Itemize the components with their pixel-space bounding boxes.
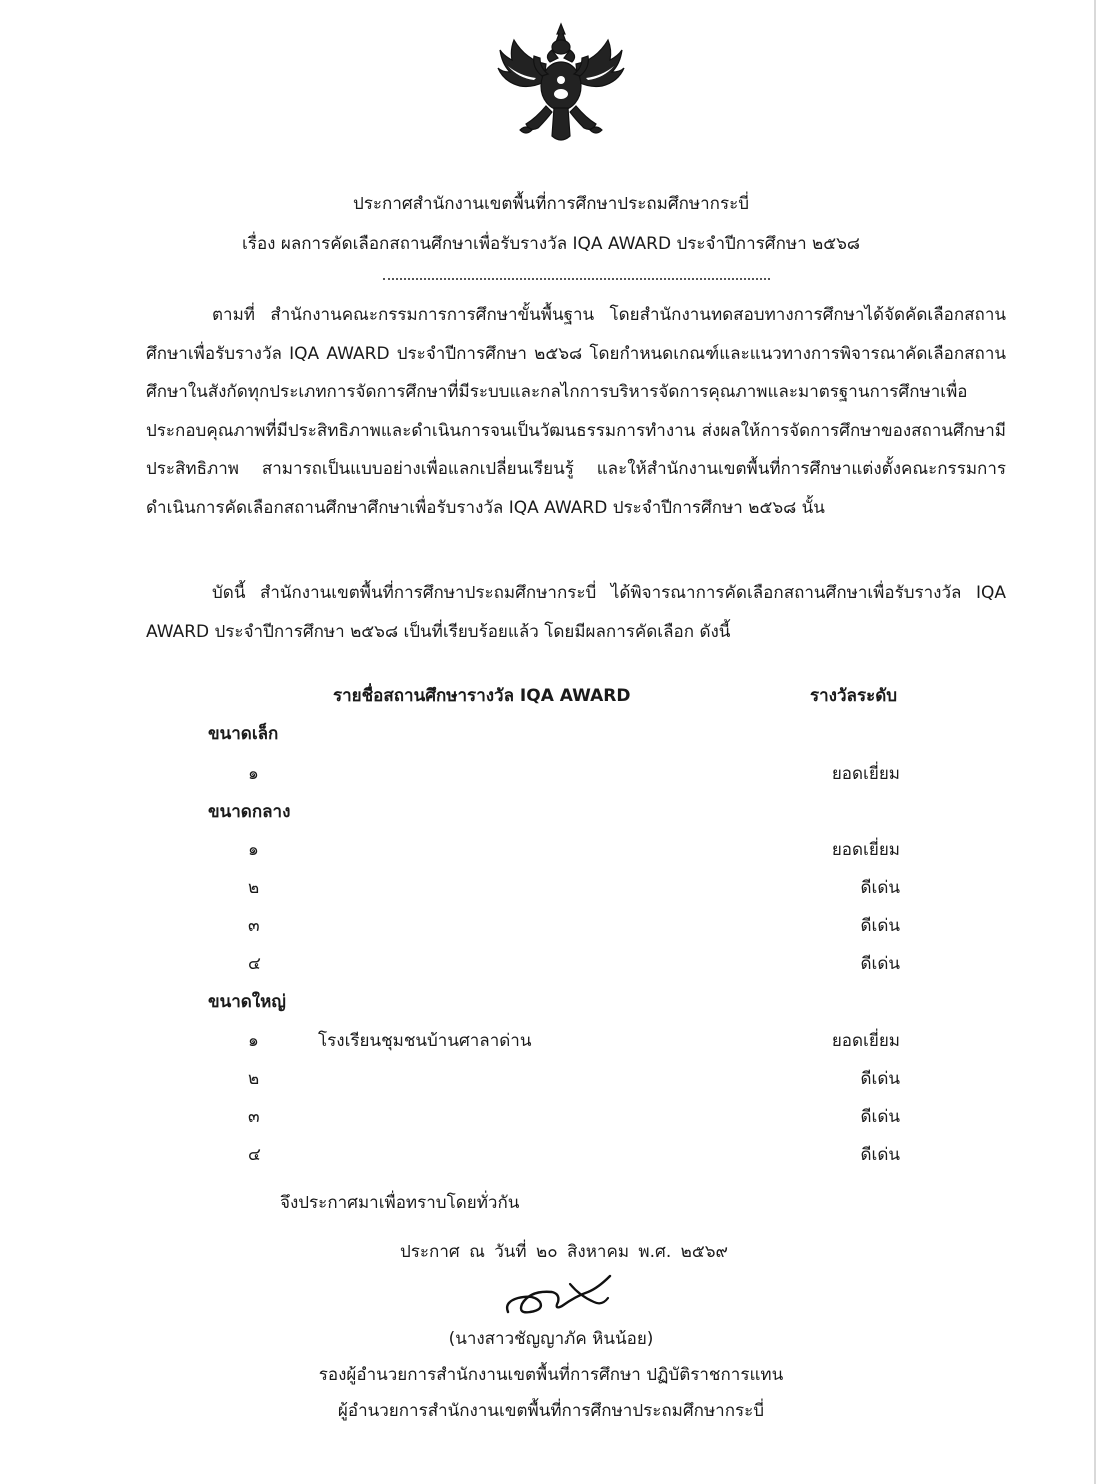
row-number: ๒ (248, 1069, 260, 1089)
group-heading-medium: ขนาดกลาง (208, 802, 291, 822)
row-level: ดีเด่น (860, 954, 900, 974)
row-level: ดีเด่น (860, 916, 900, 936)
closing-statement: จึงประกาศมาเพื่อทราบโดยทั่วกัน (280, 1193, 520, 1213)
row-number: ๑ (248, 840, 259, 860)
dotted-divider (383, 278, 770, 280)
announcement-title: ประกาศสำนักงานเขตพื้นที่การศึกษาประถมศึกษากระบี่ (352, 194, 750, 214)
column-header-level: รางวัลระดับ (810, 686, 898, 706)
row-number: ๓ (248, 1107, 260, 1127)
row-level: ดีเด่น (860, 1069, 900, 1089)
signer-title-2: ผู้อำนวยการสำนักงานเขตพื้นที่การศึกษาประถมศึกษากระบี่ (337, 1401, 765, 1421)
row-number: ๑ (248, 764, 259, 784)
row-level: ยอดเยี่ยม (831, 764, 900, 784)
row-number: ๓ (248, 916, 260, 936)
announcement-date: ประกาศ ณ วันที่ ๒๐ สิงหาคม พ.ศ. ๒๕๖๙ (400, 1242, 728, 1262)
signer-name: (นางสาวชัญญาภัค หินน้อย) (448, 1329, 654, 1349)
row-level: ยอดเยี่ยม (831, 1031, 900, 1051)
signer-title-1: รองผู้อำนวยการสำนักงานเขตพื้นที่การศึกษา ปฏิบัติราชการแทน (318, 1365, 784, 1385)
body-paragraph-2: บัดนี้ สำนักงานเขตพื้นที่การศึกษาประถมศึกษากระบี่ ได้พิจารณาการคัดเลือกสถานศึกษาเพื่อรับรางวัล IQA AWARD ประจำปีการศึกษา ๒๕๖๘ เป็นที่เรียบร้อยแล้ว โดยมีผลการคัดเลือก ดังนี้ (146, 583, 1006, 642)
row-level: ดีเด่น (860, 878, 900, 898)
group-heading-large: ขนาดใหญ่ (208, 992, 286, 1012)
row-number: ๒ (248, 878, 260, 898)
row-number: ๔ (248, 1145, 261, 1165)
body-paragraph-2-block (146, 574, 1006, 651)
row-number: ๑ (248, 1031, 259, 1051)
row-level: ดีเด่น (860, 1145, 900, 1165)
announcement-subject: เรื่อง ผลการคัดเลือกสถานศึกษาเพื่อรับรางวัล IQA AWARD ประจำปีการศึกษา ๒๕๖๘ (242, 234, 860, 254)
body-paragraph-1-block (146, 296, 1006, 527)
handwritten-signature (500, 1262, 620, 1322)
column-header-school: รายชื่อสถานศึกษารางวัล IQA AWARD (333, 686, 631, 706)
group-heading-small: ขนาดเล็ก (208, 724, 279, 744)
row-number: ๔ (248, 954, 261, 974)
body-paragraph-1: ตามที่ สำนักงานคณะกรรมการการศึกษาขั้นพื้นฐาน โดยสำนักงานทดสอบทางการศึกษาได้จัดคัดเลือกสถานศึกษาเพื่อรับรางวัล IQA AWARD ประจำปีการศึกษา ๒๕๖๘ โดยกำหนดเกณฑ์และแนวทางการพิจารณาคัดเลือกสถานศึกษาในสังกัดทุกประเภทการจัดการศึกษาที่มีระบบและกลไกการบริหารจัดการคุณภาพและมาตรฐานการศึกษาเพื่อประกอบคุณภาพที่มีประสิทธิภาพและดำเนินการจนเป็นวัฒนธรรมการทำงาน ส่งผลให้การจัดการศึกษาของสถานศึกษามีประสิทธิภาพ สามารถเป็นแบบอย่างเพื่อแลกเปลี่ยนเรียนรู้ และให้สำนักงานเขตพื้นที่การศึกษาแต่งตั้งคณะกรรมการดำเนินการคัดเลือกสถานศึกษาศึกษาเพื่อรับรางวัล IQA AWARD ประจำปีการศึกษา ๒๕๖๘ นั้น (146, 305, 1006, 518)
row-level: ยอดเยี่ยม (831, 840, 900, 860)
garuda-emblem-icon (496, 20, 626, 150)
row-level: ดีเด่น (860, 1107, 900, 1127)
page-edge (1094, 0, 1096, 1484)
row-school: โรงเรียนชุมชนบ้านศาลาด่าน (318, 1031, 532, 1051)
